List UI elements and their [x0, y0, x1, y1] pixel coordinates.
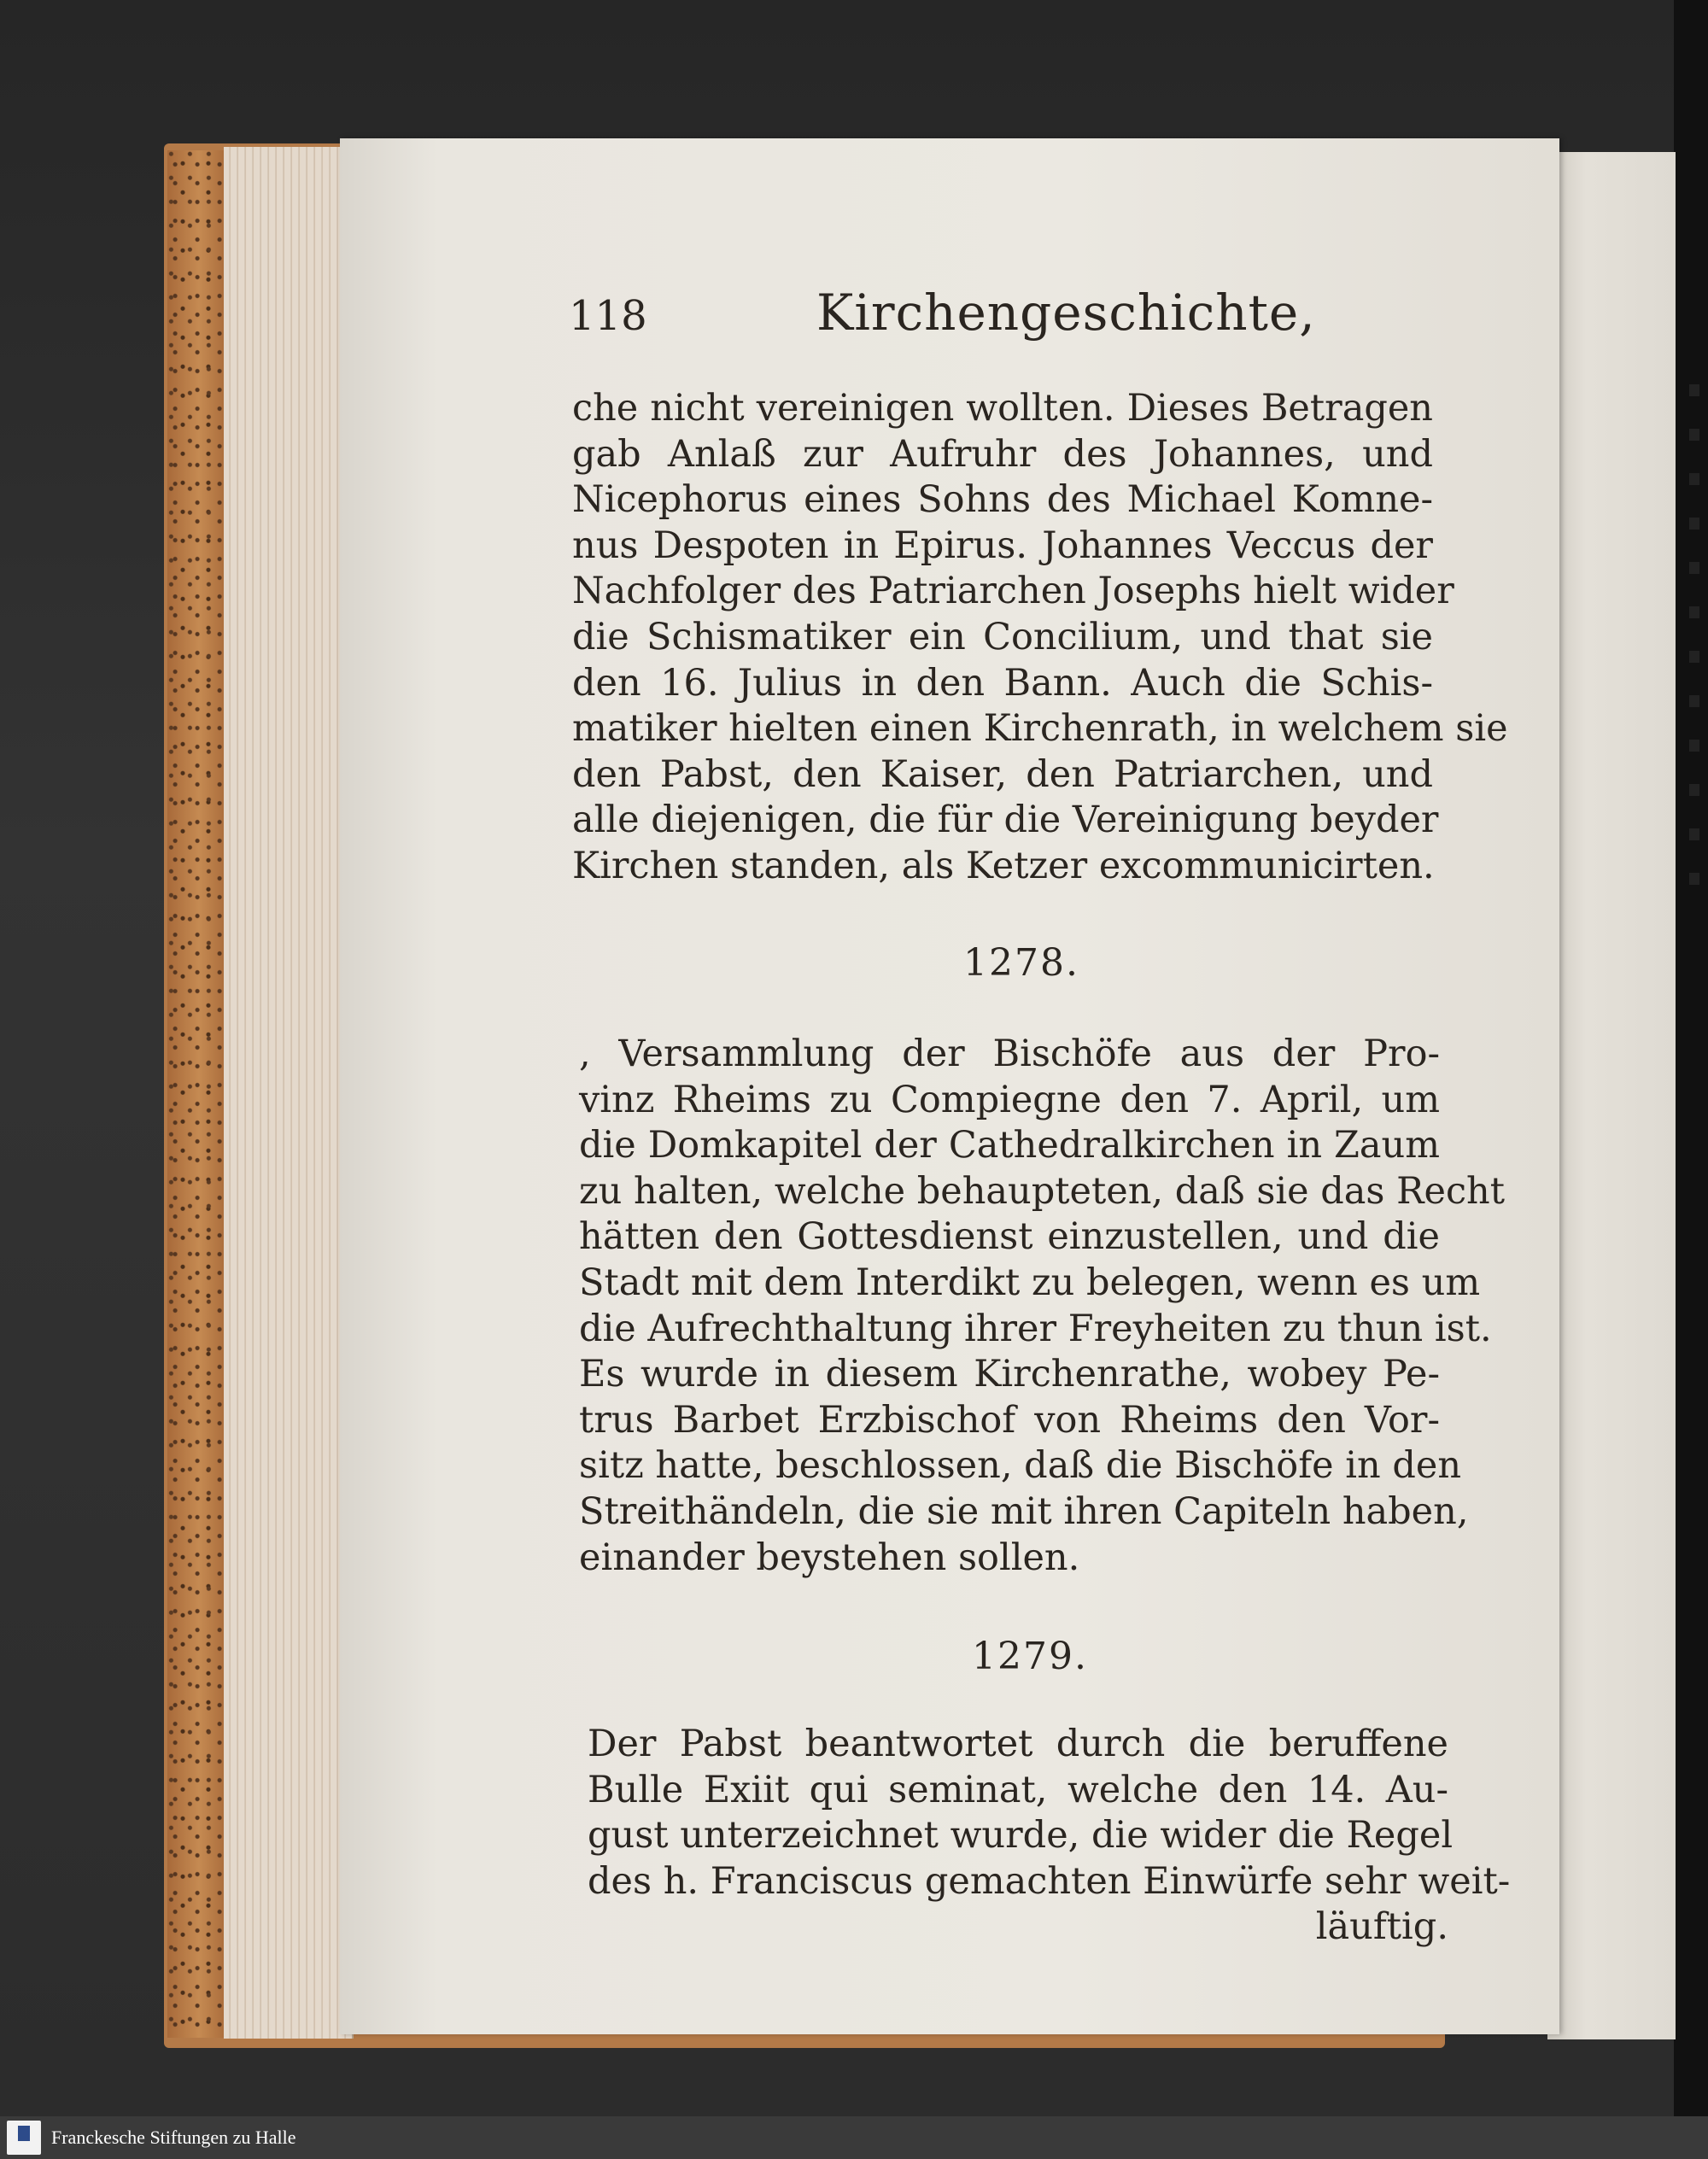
- text-line: alle diejenigen, die für die Vereinigung beyder: [572, 799, 1439, 842]
- text-line: einander beystehen sollen.: [579, 1536, 1080, 1579]
- text-line: trus Barbet Erzbischof von Rheims den Vor-: [579, 1398, 1440, 1442]
- facing-page-text-edge: [1689, 384, 1699, 897]
- institution-logo: [7, 2121, 41, 2155]
- text-line: Stadt mit dem Interdikt zu belegen, wenn es um: [579, 1261, 1481, 1304]
- catchword: läuftig.: [1315, 1905, 1448, 1949]
- text-line: die Domkapitel der Cathedralkirchen in Zaum: [579, 1124, 1440, 1167]
- text-line: che nicht vereinigen wollten. Dieses Betragen: [572, 387, 1433, 430]
- year-heading-1278: 1278.: [963, 941, 1079, 985]
- paragraph-1279: [588, 1722, 1511, 1951]
- facing-page: [1547, 152, 1676, 2039]
- text-line: Nachfolger des Patriarchen Josephs hielt wider: [572, 570, 1454, 613]
- text-line: gab Anlaß zur Aufruhr des Johannes, und: [572, 432, 1433, 476]
- page-stack-edge: [224, 147, 354, 2039]
- page-number: 118: [569, 292, 647, 340]
- text-line: nus Despoten in Epirus. Johannes Veccus der: [572, 524, 1433, 567]
- footer-bar: [0, 2116, 1708, 2159]
- text-line: , Versammlung der Bischöfe aus der Pro-: [579, 1033, 1440, 1075]
- paragraph-continuation: [572, 386, 1508, 890]
- year-heading-1279: 1279.: [972, 1635, 1088, 1678]
- text-line: hätten den Gottesdienst einzustellen, und die: [579, 1215, 1440, 1259]
- text-line: die Aufrechthaltung ihrer Freyheiten zu thun ist.: [579, 1307, 1492, 1350]
- text-line: matiker hielten einen Kirchenrath, in welchem sie: [572, 707, 1508, 751]
- text-line: Bulle Exiit qui seminat, welche den 14. Au-: [588, 1768, 1448, 1811]
- text-line: Streithändeln, die sie mit ihren Capiteln haben,: [579, 1489, 1469, 1533]
- text-line: sitz hatte, beschlossen, daß die Bischöfe in den: [579, 1444, 1462, 1488]
- text-line: die Schismatiker ein Concilium, und that sie: [572, 615, 1433, 658]
- text-line: den Pabst, den Kaiser, den Patriarchen, und: [572, 752, 1433, 796]
- scan-edge: [1674, 0, 1708, 2116]
- institution-name: Franckesche Stiftungen zu Halle: [51, 2127, 296, 2148]
- text-line: Kirchen standen, als Ketzer excommunicirten.: [572, 844, 1435, 887]
- text-line: vinz Rheims zu Compiegne den 7. April, um: [579, 1078, 1440, 1121]
- text-line: Nicephorus eines Sohns des Michael Komne-: [572, 478, 1433, 522]
- logo-emblem-icon: [18, 2126, 30, 2141]
- book-page: [340, 138, 1559, 2034]
- paragraph-1278: [579, 1032, 1506, 1581]
- text-line: Der Pabst beantwortet durch die beruffene: [588, 1723, 1448, 1765]
- page-header: [569, 284, 1483, 343]
- text-line: Es wurde in diesem Kirchenrathe, wobey Pe-: [579, 1353, 1440, 1396]
- book-spine: [167, 150, 231, 2038]
- running-head: Kirchengeschichte,: [816, 284, 1316, 342]
- text-line: des h. Franciscus gemachten Einwürfe sehr weit-: [588, 1859, 1511, 1903]
- text-line: den 16. Julius in den Bann. Auch die Schis-: [572, 661, 1433, 705]
- text-line: zu halten, welche behaupteten, daß sie das Recht: [579, 1169, 1506, 1213]
- text-line: gust unterzeichnet wurde, die wider die Regel: [588, 1814, 1454, 1858]
